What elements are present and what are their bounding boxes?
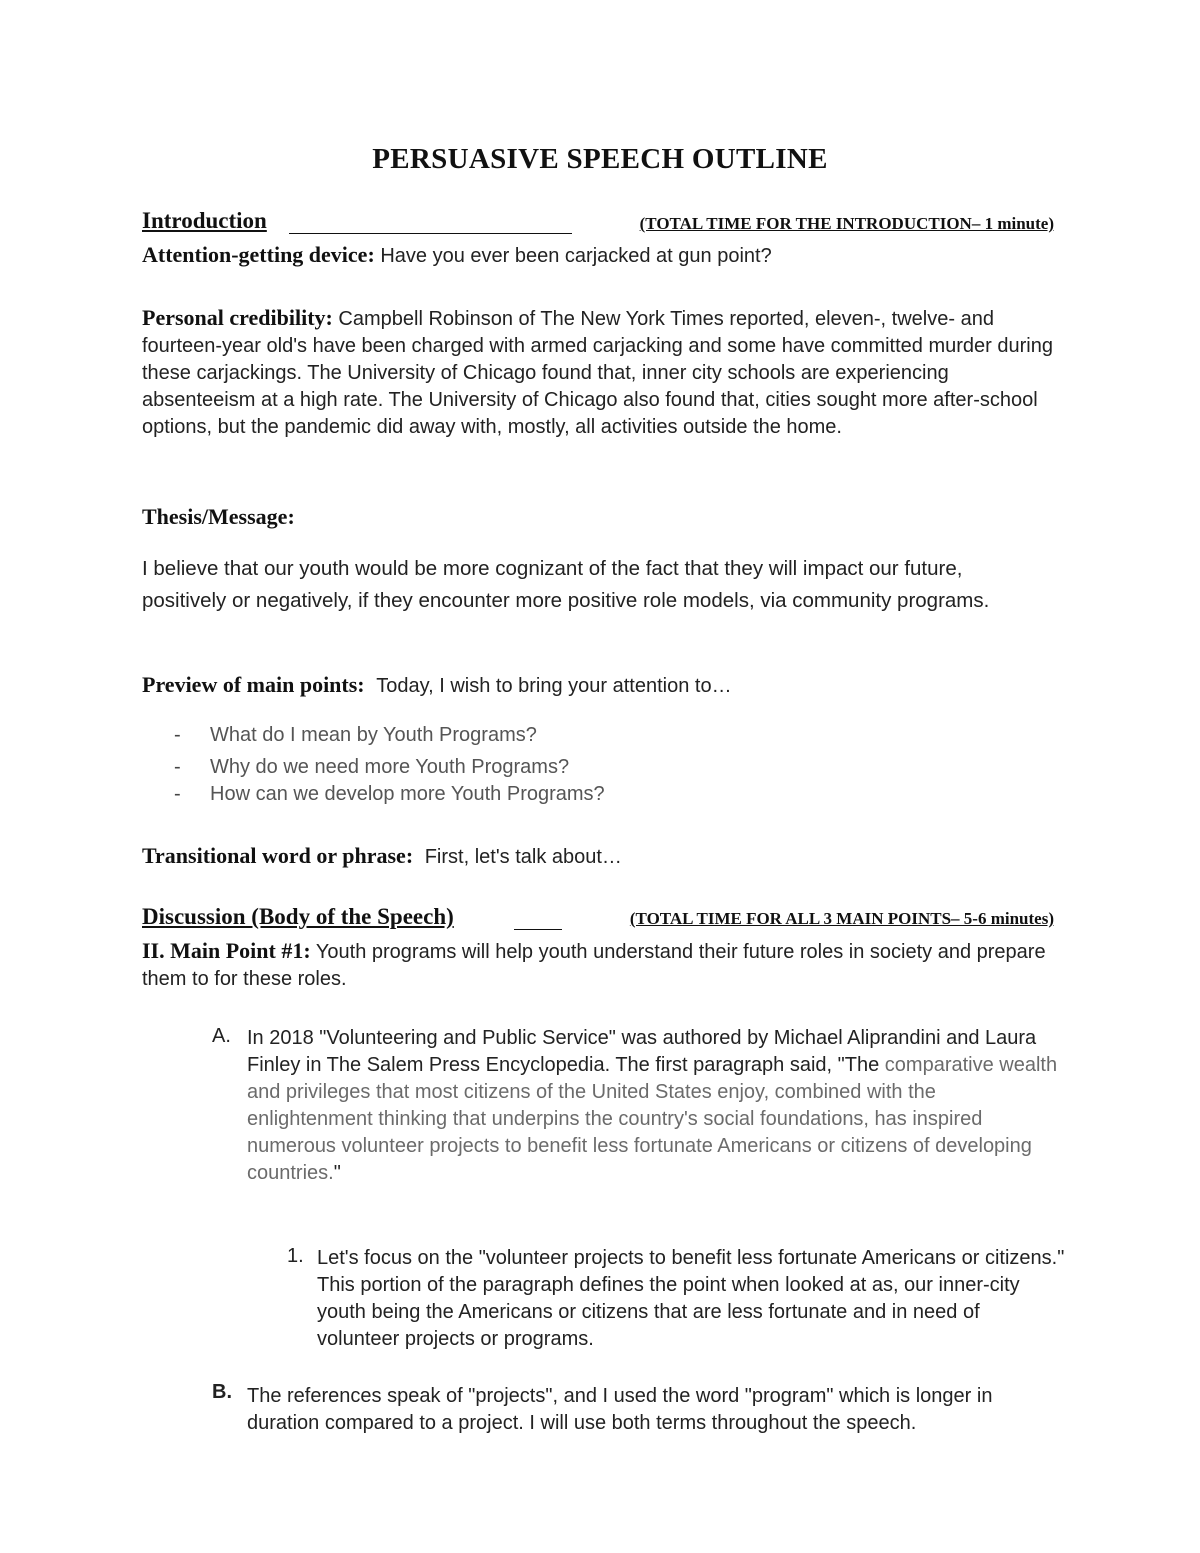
item-a-quote: comparative wealth and privileges that most citizens of the United States enjoy, combined with the enlightenment thinking that underpins the country's social foundations, has inspired numerous volunteer projects to benefit less fortunate Americans or citizens of developing countries. xyxy=(247,1054,1058,1184)
item-a1-text: Let's focus on the "volunteer projects to benefit less fortunate Americans or citizens." This portion of the paragraph defines the point when looked at as, our inner-city youth being the Americans or citizens that are less fortunate and in need of volunteer projects or programs. xyxy=(317,1247,1065,1350)
thesis-label: Thesis/Message: xyxy=(142,504,295,529)
preview-item-2: Why do we need more Youth Programs? xyxy=(210,756,570,778)
preview-item-1: What do I mean by Youth Programs? xyxy=(210,724,537,746)
credibility-label: Personal credibility: xyxy=(142,305,333,330)
main-point-label: II. Main Point #1: xyxy=(142,938,311,963)
heading-underline-filler xyxy=(514,929,562,930)
heading-underline-filler xyxy=(289,233,572,234)
item-a-marker: A. xyxy=(212,1025,231,1047)
discussion-heading: Discussion (Body of the Speech) xyxy=(142,904,454,929)
introduction-heading: Introduction xyxy=(142,208,267,233)
credibility-text: Campbell Robinson of The New York Times reported, eleven-, twelve- and fourteen-year old's have been charged with armed carjacking and some have committed murder during these carjackings. The University of Chicago found that, inner city schools are experiencing absenteeism at a high rate. The University of Chicago also found that, cities sought more after-school options, but the pandemic did away with, mostly, all activities outside the home. xyxy=(142,308,1053,438)
item-a1-marker: 1. xyxy=(287,1245,304,1267)
preview-of-main-points xyxy=(142,671,1062,700)
main-point-text: Youth programs will help youth understand their future roles in society and prepare them to for these roles. xyxy=(142,941,1046,990)
attention-getting-device xyxy=(142,241,1062,270)
item-a-text xyxy=(247,1025,1062,1187)
preview-label: Preview of main points: xyxy=(142,672,365,697)
list-item xyxy=(174,722,537,749)
preview-text: Today, I wish to bring your attention to… xyxy=(376,675,732,697)
item-a-text-after: " xyxy=(333,1162,341,1184)
discussion-time-note: (TOTAL TIME FOR ALL 3 MAIN POINTS– 5-6 minutes) xyxy=(629,909,1054,928)
page-title: PERSUASIVE SPEECH OUTLINE xyxy=(372,143,828,175)
transitional-phrase xyxy=(142,842,1062,871)
bullet-dash: - xyxy=(174,724,181,746)
transition-label: Transitional word or phrase: xyxy=(142,843,414,868)
transition-text: First, let's talk about… xyxy=(424,846,622,868)
list-item xyxy=(174,781,605,808)
preview-item-3: How can we develop more Youth Programs? xyxy=(210,783,605,805)
personal-credibility xyxy=(142,304,1062,441)
thesis-text: I believe that our youth would be more cognizant of the fact that they will impact our future, positively or negatively, if they encounter more positive role models, via community programs. xyxy=(142,557,990,612)
attention-label: Attention-getting device: xyxy=(142,242,375,267)
introduction-time-note: (TOTAL TIME FOR THE INTRODUCTION– 1 minute) xyxy=(639,214,1054,233)
bullet-dash: - xyxy=(174,783,181,805)
main-point-1 xyxy=(142,937,1062,993)
list-item xyxy=(174,754,569,781)
item-b-marker: B. xyxy=(212,1381,232,1403)
attention-text: Have you ever been carjacked at gun point? xyxy=(380,245,772,267)
item-b-text: The references speak of "projects", and I used the word "program" which is longer in duration compared to a project. I will use both terms throughout the speech. xyxy=(247,1385,993,1434)
bullet-dash: - xyxy=(174,756,181,778)
item-a-text-before: In 2018 "Volunteering and Public Service" was authored by Michael Aliprandini and Laura Finley in The Salem Press Encyclopedia. The first paragraph said, "The xyxy=(247,1027,1037,1076)
